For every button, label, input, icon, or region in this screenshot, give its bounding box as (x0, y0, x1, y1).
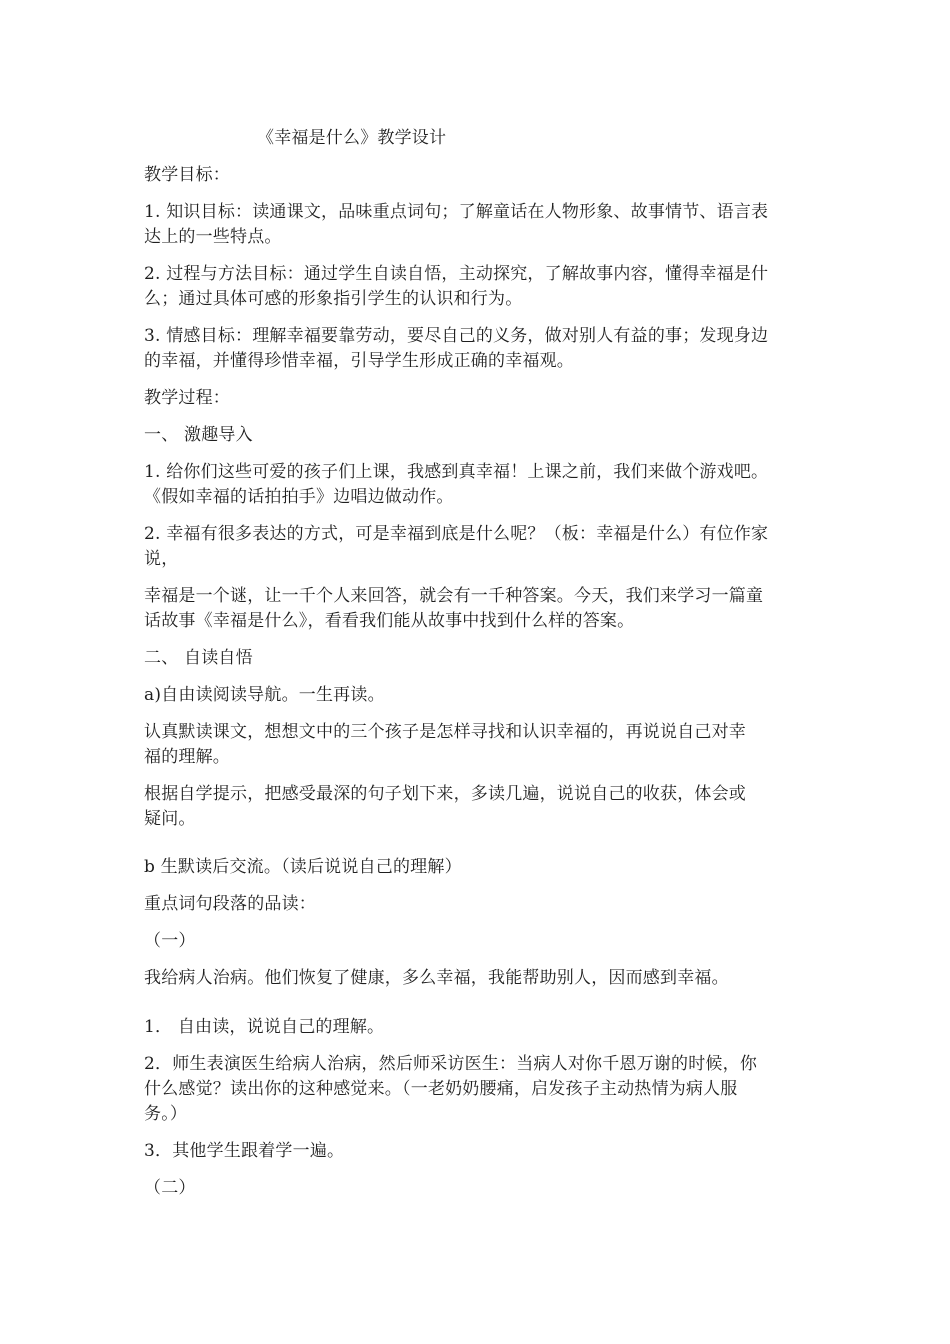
paragraph-line: 重点词句段落的品读： (144, 894, 316, 914)
subsection-label: （二） (144, 1178, 196, 1198)
paragraph-line: 福的理解。 (144, 747, 230, 767)
paragraph-line: a)自由读阅读导航。一生再读。 (144, 685, 385, 705)
paragraph-line: 1. 给你们这些可爱的孩子们上课，我感到真幸福！上课之前，我们来做个游戏吧。 (144, 462, 769, 482)
paragraph-line: 疑问。 (144, 809, 196, 829)
paragraph-line: 的幸福，并懂得珍惜幸福，引导学生形成正确的幸福观。 (144, 351, 574, 371)
section-heading-objectives: 教学目标： (144, 165, 230, 185)
paragraph-line: 1． 自由读，说说自己的理解。 (144, 1017, 385, 1037)
paragraph-line: 2. 幸福有很多表达的方式，可是幸福到底是什么呢？（板：幸福是什么）有位作家 (144, 524, 769, 544)
paragraph-line: b 生默读后交流。（读后说说自己的理解） (144, 857, 462, 877)
document-title: 《幸福是什么》教学设计 (257, 128, 447, 148)
subsection-label: （一） (144, 931, 196, 951)
paragraph-line: 什么感觉？读出你的这种感觉来。（一老奶奶腰痛，启发孩子主动热情为病人服 (144, 1079, 738, 1099)
section-heading-process: 教学过程： (144, 388, 230, 408)
section-heading-intro: 一、 激趣导入 (144, 425, 253, 445)
paragraph-line: 2．师生表演医生给病人治病，然后师采访医生：当病人对你千恩万谢的时候，你 (144, 1054, 758, 1074)
paragraph-line: 话故事《幸福是什么》，看看我们能从故事中找到什么样的答案。 (144, 611, 635, 631)
paragraph-line: 认真默读课文，想想文中的三个孩子是怎样寻找和认识幸福的，再说说自己对幸 (144, 722, 746, 742)
paragraph-line: 达上的一些特点。 (144, 227, 282, 247)
paragraph-line: 3. 情感目标：理解幸福要靠劳动，要尽自己的义务，做对别人有益的事；发现身边 (144, 326, 769, 346)
paragraph-line: 幸福是一个谜，让一千个人来回答，就会有一千种答案。今天，我们来学习一篇童 (144, 586, 764, 606)
paragraph-line: 2. 过程与方法目标：通过学生自读自悟，主动探究，了解故事内容，懂得幸福是什 (144, 264, 769, 284)
paragraph-line: 3．其他学生跟着学一遍。 (144, 1141, 345, 1161)
paragraph-line: 我给病人治病。他们恢复了健康，多么幸福，我能帮助别人，因而感到幸福。 (144, 968, 729, 988)
paragraph-line: 说， (144, 549, 179, 569)
paragraph-line: 务。） (144, 1104, 188, 1124)
section-heading-self-study: 二、 自读自悟 (144, 648, 253, 668)
paragraph-line: 1. 知识目标：读通课文，品味重点词句；了解童话在人物形象、故事情节、语言表 (144, 202, 769, 222)
paragraph-line: 么；通过具体可感的形象指引学生的认识和行为。 (144, 289, 523, 309)
paragraph-line: 《假如幸福的话拍拍手》边唱边做动作。 (144, 487, 454, 507)
paragraph-line: 根据自学提示，把感受最深的句子划下来，多读几遍，说说自己的收获，体会或 (144, 784, 746, 804)
